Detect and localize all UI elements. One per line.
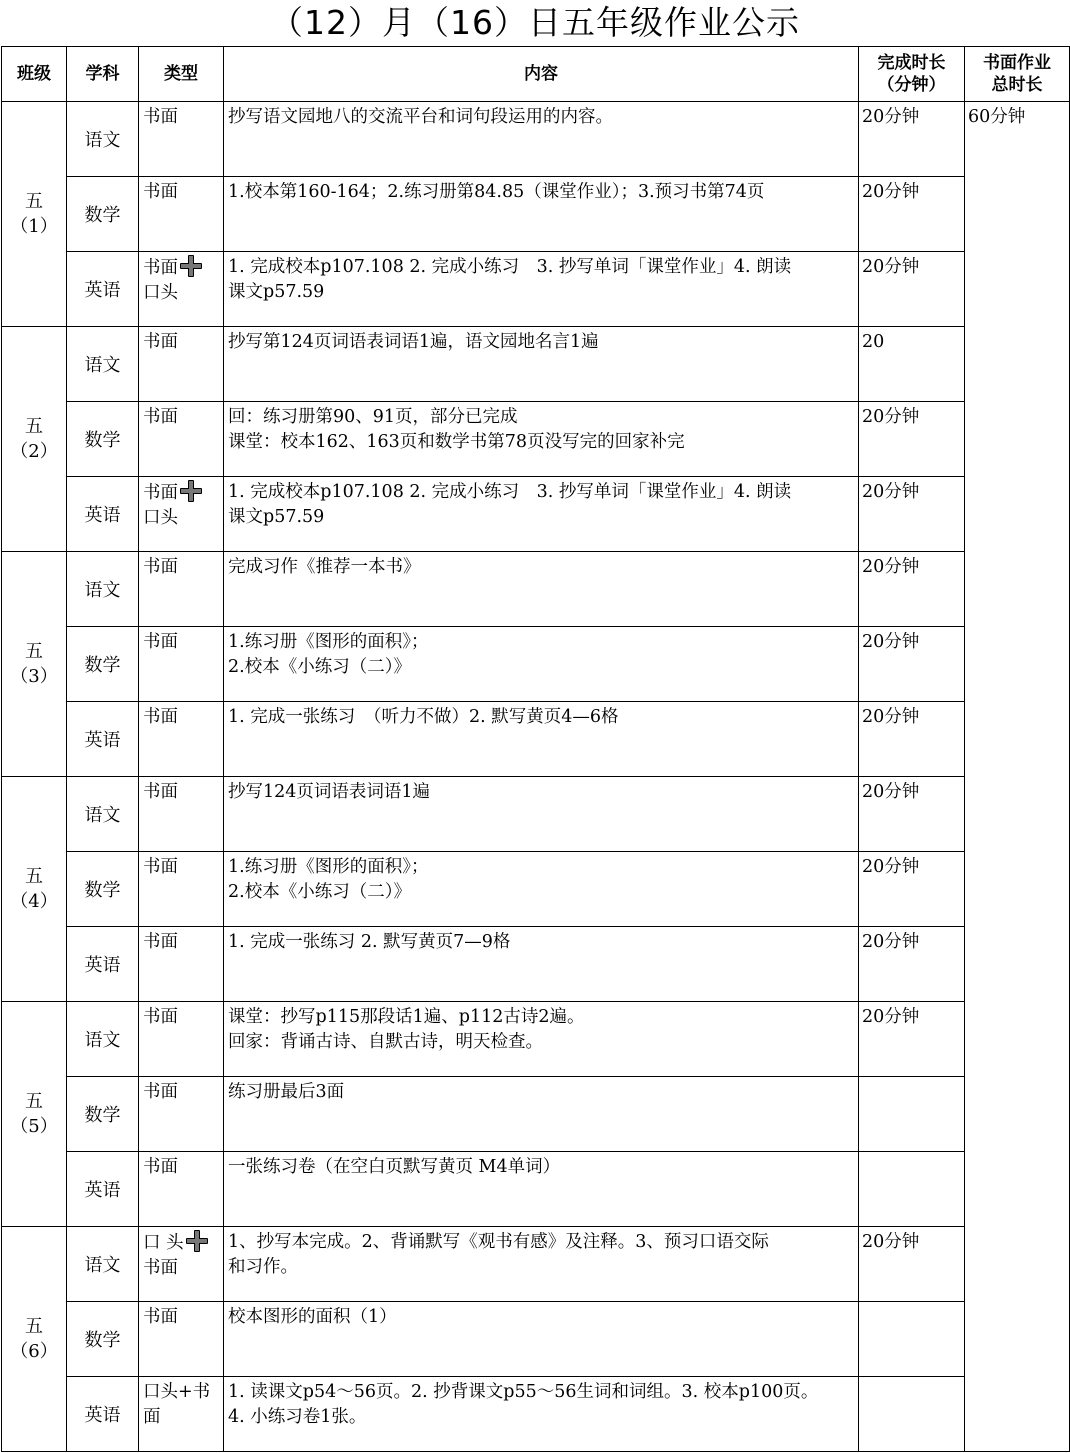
subject-cell: 语文 (67, 1227, 139, 1302)
duration-cell: 20 (859, 327, 965, 402)
content-cell (224, 1077, 859, 1152)
table-row (2, 627, 1070, 702)
type-cell (139, 102, 224, 177)
subject-cell: 语文 (67, 327, 139, 402)
content-line1: 1. 读课文p54～56页。2. 抄背课文p55～56生词和词组。3. 校本p100页。 (228, 1382, 819, 1402)
type-cell (139, 402, 224, 477)
content-line1: 1. 完成校本p107.108 2. 完成小练习 3. 抄写单词「课堂作业」4. 朗读 (228, 257, 792, 277)
duration-cell (859, 1302, 965, 1377)
type-cell (139, 702, 224, 777)
class-number: （1） (10, 216, 58, 237)
subject-cell: 数学 (67, 627, 139, 702)
content-cell (224, 702, 859, 777)
class-grade: 五 (25, 641, 43, 662)
table-row (2, 702, 1070, 777)
content-line1: 抄写语文园地八的交流平台和词句段运用的内容。 (228, 107, 613, 127)
class-number: （4） (10, 891, 58, 912)
header-content: 内容 (224, 47, 859, 102)
content-cell (224, 1152, 859, 1227)
duration-cell: 20分钟 (859, 1227, 965, 1302)
table-row (2, 477, 1070, 552)
content-cell (224, 777, 859, 852)
type-cell (139, 1302, 224, 1377)
type-cell (139, 177, 224, 252)
header-total (965, 47, 1070, 102)
type-cell (139, 1077, 224, 1152)
content-line1: 抄写第124页词语表词语1遍，语文园地名言1遍 (228, 332, 599, 352)
type-label-line2: 口头 (143, 283, 178, 303)
content-line2: 2.校本《小练习（二）》 (228, 882, 411, 902)
content-cell (224, 102, 859, 177)
header-row (2, 47, 1070, 102)
type-cell (139, 327, 224, 402)
class-cell (2, 102, 67, 327)
table-row (2, 552, 1070, 627)
type-cell (139, 627, 224, 702)
duration-cell (859, 1377, 965, 1452)
subject-cell: 英语 (67, 252, 139, 327)
duration-cell: 20分钟 (859, 927, 965, 1002)
content-line1: 练习册最后3面 (228, 1082, 345, 1102)
header-class: 班级 (2, 47, 67, 102)
content-line1: 回：练习册第90、91页，部分已完成 (228, 407, 518, 427)
class-grade: 五 (25, 1316, 43, 1337)
table-row (2, 1227, 1070, 1302)
table-row (2, 102, 1070, 177)
header-total-line2: 总时长 (991, 75, 1043, 95)
content-line1: 抄写124页词语表词语1遍 (228, 782, 431, 802)
content-line1: 1. 完成一张练习 （听力不做）2. 默写黄页4—6格 (228, 707, 619, 727)
type-label: 书面 (143, 483, 178, 503)
content-cell (224, 1227, 859, 1302)
content-line1: 1. 完成校本p107.108 2. 完成小练习 3. 抄写单词「课堂作业」4. 朗读 (228, 482, 792, 502)
content-line1: 完成习作《推荐一本书》 (228, 557, 421, 577)
table-row (2, 402, 1070, 477)
content-cell (224, 1302, 859, 1377)
content-cell (224, 477, 859, 552)
content-cell (224, 627, 859, 702)
content-line1: 1.练习册《图形的面积》； (228, 632, 429, 652)
table-row (2, 1152, 1070, 1227)
type-cell (139, 927, 224, 1002)
subject-cell: 数学 (67, 177, 139, 252)
table-body (2, 102, 1070, 1452)
header-total-line1: 书面作业 (983, 53, 1051, 73)
type-label: 书面 (143, 1307, 178, 1327)
type-label: 书面 (143, 782, 178, 802)
content-line1: 一张练习卷（在空白页默写黄页 M4单词） (228, 1157, 561, 1177)
content-cell (224, 927, 859, 1002)
subject-cell: 语文 (67, 1002, 139, 1077)
duration-cell: 20分钟 (859, 402, 965, 477)
content-cell (224, 177, 859, 252)
header-type: 类型 (139, 47, 224, 102)
subject-cell: 英语 (67, 1377, 139, 1452)
type-label: 书面 (143, 182, 178, 202)
table-row (2, 177, 1070, 252)
header-duration (859, 47, 965, 102)
class-cell (2, 327, 67, 552)
duration-cell: 20分钟 (859, 777, 965, 852)
subject-cell: 数学 (67, 852, 139, 927)
subject-cell: 数学 (67, 1077, 139, 1152)
type-label-line2: 书面 (143, 1258, 178, 1278)
header-subject: 学科 (67, 47, 139, 102)
table-row (2, 327, 1070, 402)
plus-icon (186, 1230, 208, 1252)
type-label: 书面 (143, 258, 178, 278)
type-label: 书面 (143, 1007, 178, 1027)
type-label: 书面 (143, 107, 178, 127)
subject-cell: 语文 (67, 552, 139, 627)
subject-cell: 语文 (67, 777, 139, 852)
class-number: （2） (10, 441, 58, 462)
total-duration-cell: 60分钟 (965, 102, 1070, 1452)
subject-cell: 数学 (67, 1302, 139, 1377)
content-cell (224, 402, 859, 477)
content-line2: 和习作。 (228, 1257, 298, 1277)
duration-cell: 20分钟 (859, 852, 965, 927)
plus-icon (180, 480, 202, 502)
subject-cell: 英语 (67, 1152, 139, 1227)
table-row (2, 1377, 1070, 1452)
class-grade: 五 (25, 1091, 43, 1112)
class-number: （6） (10, 1341, 58, 1362)
class-cell (2, 552, 67, 777)
content-cell (224, 1002, 859, 1077)
content-line1: 课堂：抄写p115那段话1遍、p112古诗2遍。 (228, 1007, 585, 1027)
type-label: 书面 (143, 1082, 178, 1102)
content-line2: 课文p57.59 (228, 507, 325, 527)
content-line2: 课堂：校本162、163页和数学书第78页没写完的回家补完 (228, 432, 685, 452)
content-line1: 1、抄写本完成。2、背诵默写《观书有感》及注释。3、预习口语交际 (228, 1232, 769, 1252)
content-line1: 校本图形的面积（1） (228, 1307, 397, 1327)
type-label: 书面 (143, 332, 178, 352)
duration-cell: 20分钟 (859, 552, 965, 627)
class-grade: 五 (25, 416, 43, 437)
content-line2: 课文p57.59 (228, 282, 325, 302)
plus-icon (180, 255, 202, 277)
content-line1: 1.练习册《图形的面积》； (228, 857, 429, 877)
class-cell (2, 777, 67, 1002)
subject-cell: 英语 (67, 702, 139, 777)
type-cell (139, 1002, 224, 1077)
class-number: （5） (10, 1116, 58, 1137)
type-label: 书面 (143, 557, 178, 577)
type-cell (139, 252, 224, 327)
table-row (2, 927, 1070, 1002)
duration-cell: 20分钟 (859, 102, 965, 177)
type-label-line2: 面 (143, 1407, 161, 1427)
duration-cell: 20分钟 (859, 702, 965, 777)
type-label: 口 头 (143, 1233, 184, 1253)
duration-cell: 20分钟 (859, 477, 965, 552)
duration-cell: 20分钟 (859, 252, 965, 327)
type-cell (139, 1377, 224, 1452)
type-label: 书面 (143, 632, 178, 652)
header-duration-line2: （分钟） (877, 75, 946, 95)
type-label-line2: 口头 (143, 508, 178, 528)
content-line2: 回家：背诵古诗、自默古诗，明天检查。 (228, 1032, 543, 1052)
class-grade: 五 (25, 191, 43, 212)
type-cell (139, 1227, 224, 1302)
duration-cell: 20分钟 (859, 177, 965, 252)
subject-cell: 英语 (67, 927, 139, 1002)
type-label: 书面 (143, 932, 178, 952)
table-row (2, 1002, 1070, 1077)
content-cell (224, 1377, 859, 1452)
type-label: 口头+书 (143, 1382, 211, 1402)
table-row (2, 852, 1070, 927)
content-cell (224, 252, 859, 327)
content-line2: 2.校本《小练习（二）》 (228, 657, 411, 677)
page-title: （12）月（16）日五年级作业公示 (270, 3, 800, 42)
class-grade: 五 (25, 866, 43, 887)
subject-cell: 英语 (67, 477, 139, 552)
type-label: 书面 (143, 407, 178, 427)
class-number: （3） (10, 666, 58, 687)
type-label: 书面 (143, 857, 178, 877)
table-row (2, 252, 1070, 327)
homework-table (1, 46, 1070, 1452)
type-cell (139, 777, 224, 852)
subject-cell: 语文 (67, 102, 139, 177)
type-cell (139, 852, 224, 927)
content-line2: 4. 小练习卷1张。 (228, 1407, 367, 1427)
table-row (2, 1302, 1070, 1377)
content-cell (224, 852, 859, 927)
duration-cell (859, 1077, 965, 1152)
type-label: 书面 (143, 1157, 178, 1177)
content-cell (224, 552, 859, 627)
table-row (2, 1077, 1070, 1152)
content-cell (224, 327, 859, 402)
duration-cell (859, 1152, 965, 1227)
class-cell (2, 1227, 67, 1452)
class-cell (2, 1002, 67, 1227)
content-line2: 1.校本第160-164；2.练习册第84.85（课堂作业）；3.预习书第74页 (228, 182, 765, 202)
duration-cell: 20分钟 (859, 1002, 965, 1077)
duration-cell: 20分钟 (859, 627, 965, 702)
type-label: 书面 (143, 707, 178, 727)
type-cell (139, 552, 224, 627)
subject-cell: 数学 (67, 402, 139, 477)
table-row (2, 777, 1070, 852)
header-duration-line1: 完成时长 (877, 53, 946, 73)
type-cell (139, 1152, 224, 1227)
content-line1: 1. 完成一张练习 2. 默写黄页7—9格 (228, 932, 511, 952)
type-cell (139, 477, 224, 552)
